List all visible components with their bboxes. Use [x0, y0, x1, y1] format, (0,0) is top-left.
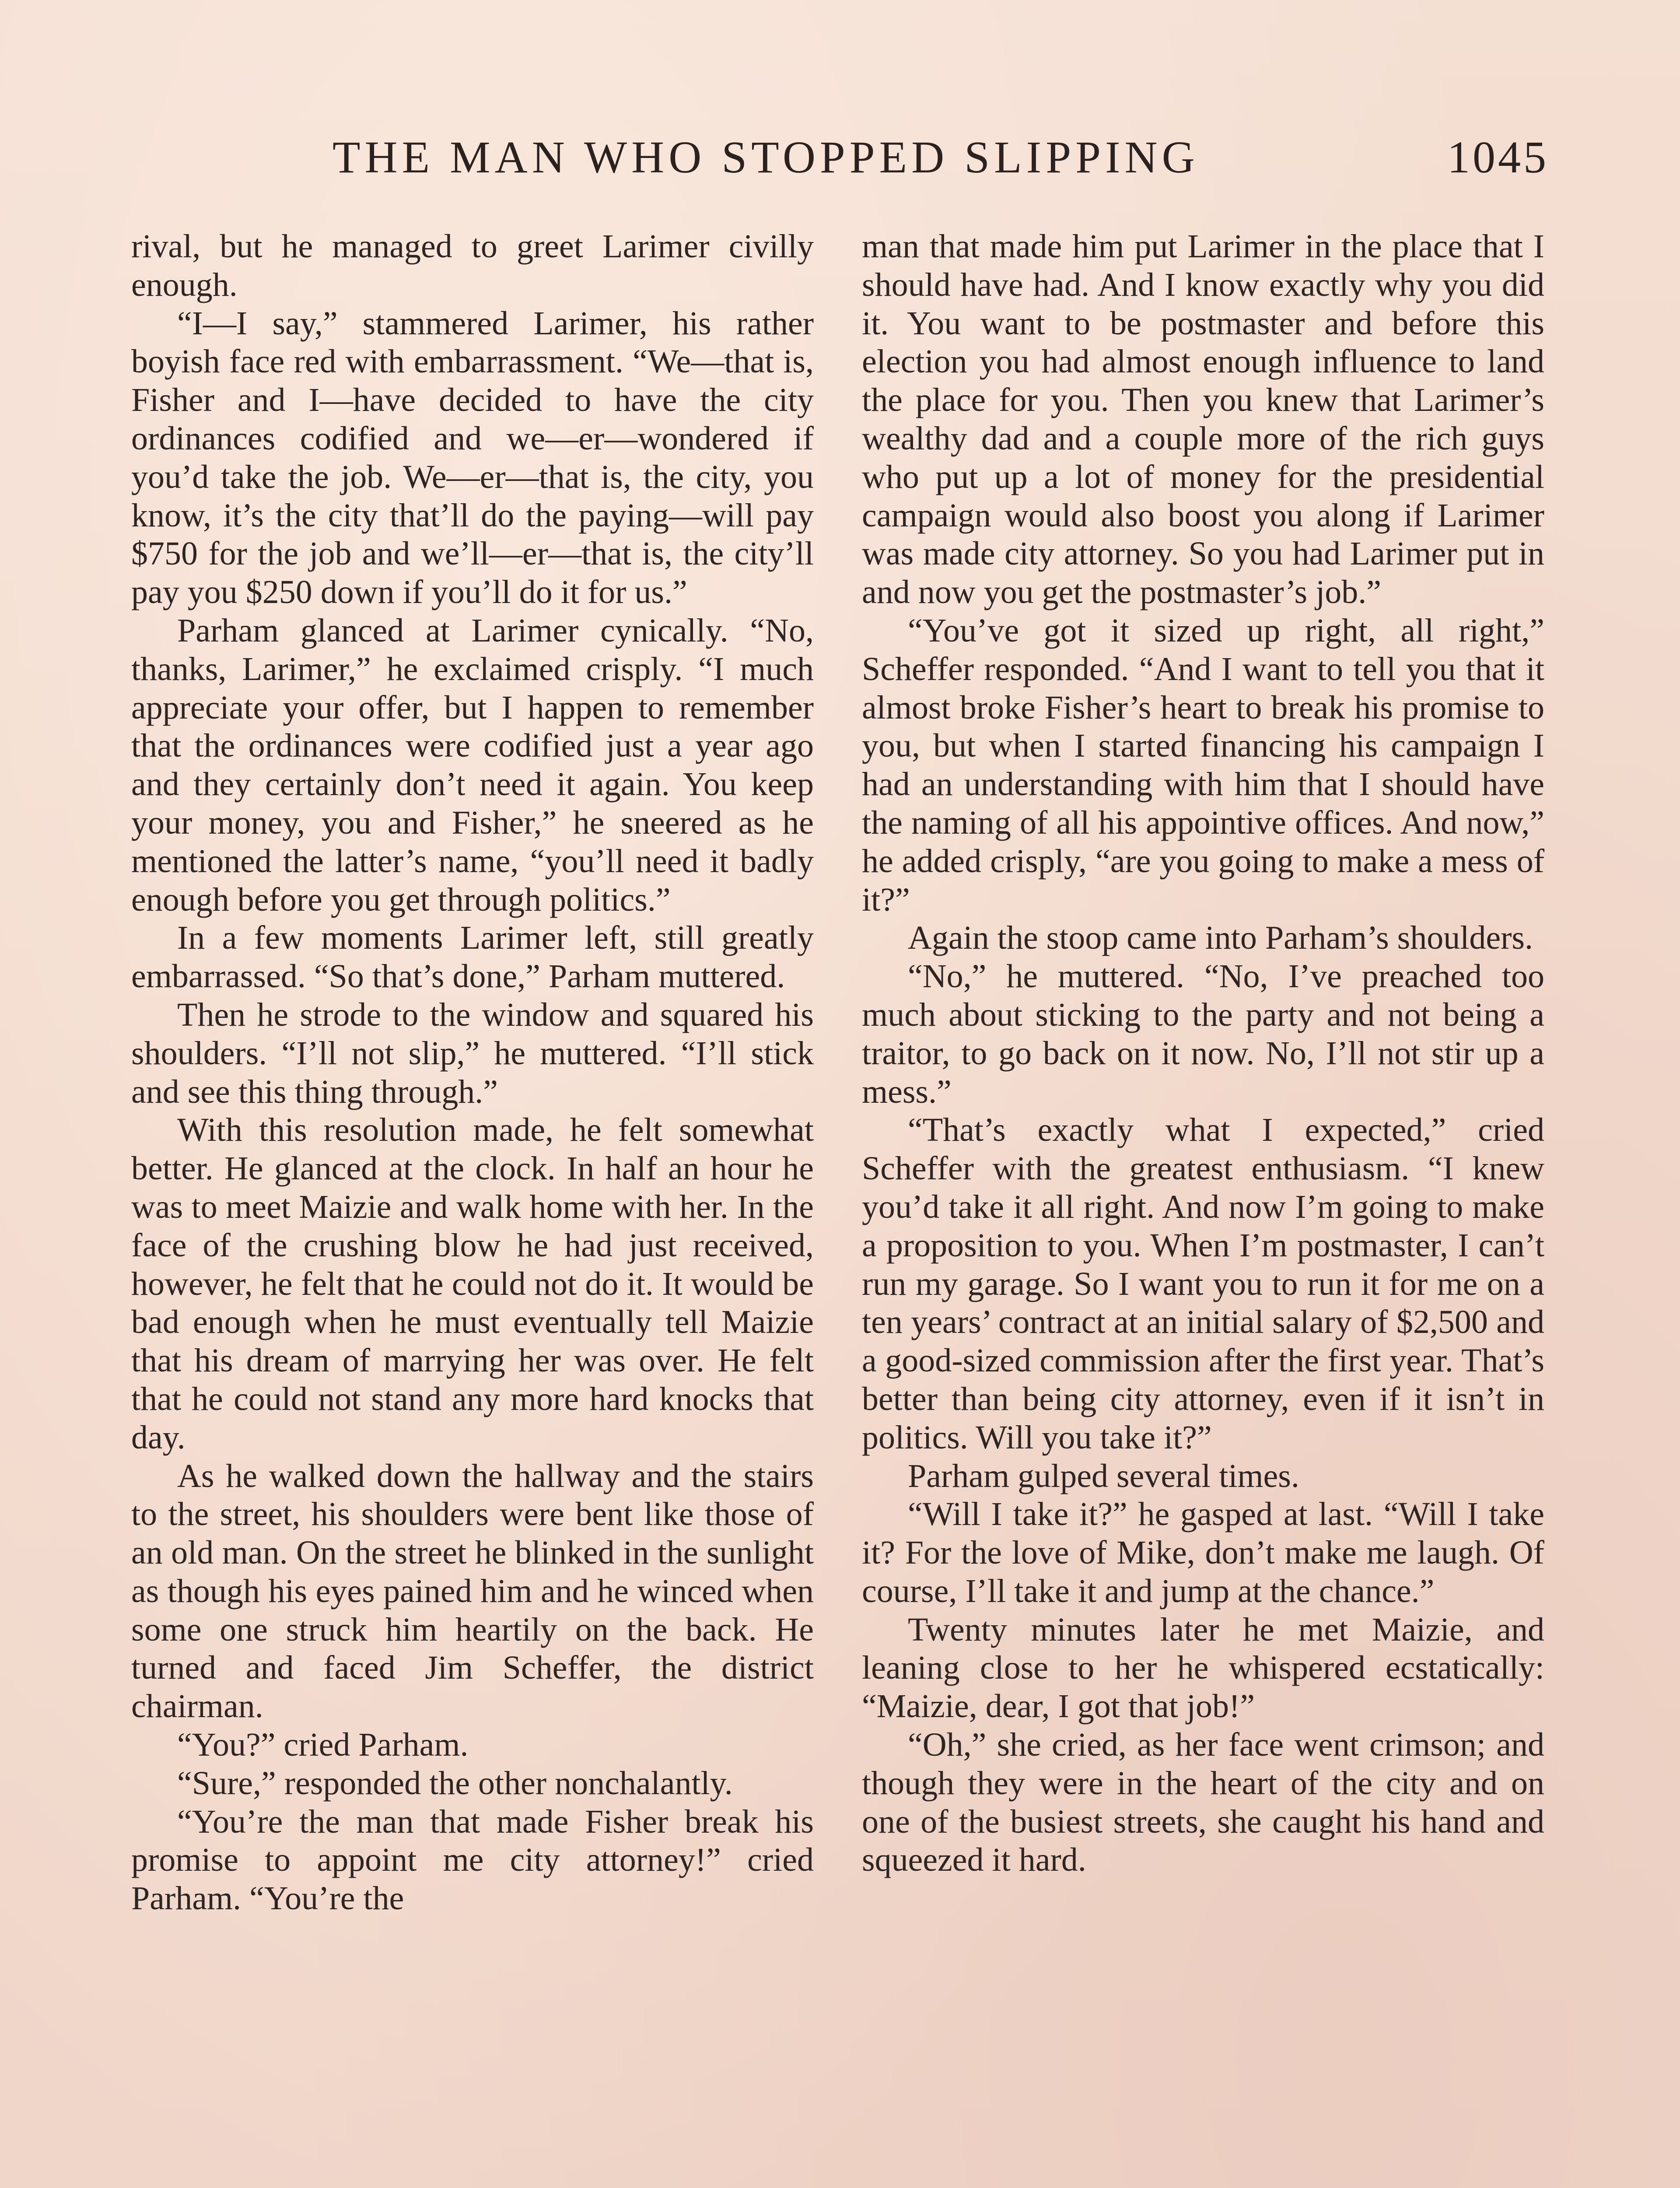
paragraph: As he walked down the hallway and the stairs to the street, his shoulders were bent like those of an old man. On the street he blinked in the sunlight as though his eyes pained him and he winced when some one struck him heartily on the back. He turned and faced Jim Scheffer, the district chairman.	[131, 1457, 814, 1725]
paragraph: Parham gulped several times.	[908, 1457, 1299, 1494]
left-column	[131, 228, 814, 1918]
paragraph: With this resolution made, he felt somewhat better. He glanced at the clock. In half an hour he was to meet Maizie and walk home with her. In the face of the crushing blow he had just received, however, he felt that he could not do it. It would be bad enough when he must eventually tell Maizie that his dream of marrying her was over. He felt that he could not stand any more hard knocks that day.	[131, 1112, 814, 1456]
paragraph: “Sure,” responded the other nonchalantly.	[177, 1764, 733, 1802]
page-number: 1045	[1447, 132, 1549, 182]
paragraph: man that made him put Larimer in the place that I should have had. And I know exactly why you did it. You want to be postmaster and before this election you had almost enough influence to land the place for you. Then you knew that Larimer’s wealthy dad and a couple more of the rich guys who put up a lot of money for the presidential campaign would also boost you along if Larimer was made city attorney. So you had Larimer put in and now you get the postmaster’s job.”	[862, 228, 1544, 611]
right-column	[862, 228, 1544, 1879]
paragraph: “You?” cried Parham.	[177, 1726, 469, 1764]
paragraph: “No,” he muttered. “No, I’ve preached too much about sticking to the party and not being a traitor, to go back on it now. No, I’ll not stir up a mess.”	[862, 958, 1544, 1110]
paragraph: Parham glanced at Larimer cynically. “No, thanks, Larimer,” he exclaimed crisply. “I much appreciate your offer, but I happen to remember that the ordinances were codified just a year ago and they certainly don’t need it again. You keep your money, you and Fisher,” he sneered as he mentioned the latter’s name, “you’ll need it badly enough before you get through politics.”	[131, 612, 814, 918]
paragraph: “That’s exactly what I expected,” cried Scheffer with the greatest enthusiasm. “I knew you’d take it all right. And now I’m going to make a proposition to you. When I’m postmaster, I can’t run my garage. So I want you to run it for me on a ten years’ contract at an initial salary of $2,500 and a good-sized commission after the first year. That’s better than being city attorney, even if it isn’t in politics. Will you take it?”	[862, 1112, 1544, 1456]
paragraph: Then he strode to the window and squared his shoulders. “I’ll not slip,” he muttered. “I’ll stick and see this thing through.”	[131, 996, 814, 1110]
running-title: THE MAN WHO STOPPED SLIPPING	[332, 132, 1199, 182]
paragraph: “You’re the man that made Fisher break his promise to appoint me city attorney!” cried Parham. “You’re the	[131, 1803, 814, 1917]
paragraph: In a few moments Larimer left, still greatly embarrassed. “So that’s done,” Parham muttered.	[131, 919, 814, 995]
paragraph: “Will I take it?” he gasped at last. “Will I take it? For the love of Mike, don’t make me laugh. Of course, I’ll take it and jump at the chance.”	[862, 1496, 1544, 1609]
paragraph: “I—I say,” stammered Larimer, his rather boyish face red with embarrassment. “We—that is, Fisher and I—have decided to have the city ordinances codified and we—er—wondered if you’d take the job. We—er—that is, the city, you know, it’s the city that’ll do the paying—will pay $750 for the job and we’ll—er—that is, the city’ll pay you $250 down if you’ll do it for us.”	[131, 305, 814, 611]
page-header	[131, 125, 1549, 190]
paragraph: “Oh,” she cried, as her face went crimson; and though they were in the heart of the city and on one of the busiest streets, she caught his hand and squeezed it hard.	[862, 1726, 1544, 1879]
paragraph: Twenty minutes later he met Maizie, and leaning close to her he whispered ecstatically: “Maizie, dear, I got that job!”	[862, 1611, 1544, 1725]
paragraph: Again the stoop came into Parham’s shoulders.	[908, 919, 1533, 957]
paragraph: “You’ve got it sized up right, all right,” Scheffer responded. “And I want to tell you that it almost broke Fisher’s heart to break his promise to you, but when I started financing his campaign I had an understanding with him that I should have the naming of all his appointive offices. And now,” he added crisply, “are you going to make a mess of it?”	[862, 612, 1544, 918]
paragraph: rival, but he managed to greet Larimer civilly enough.	[131, 228, 814, 303]
